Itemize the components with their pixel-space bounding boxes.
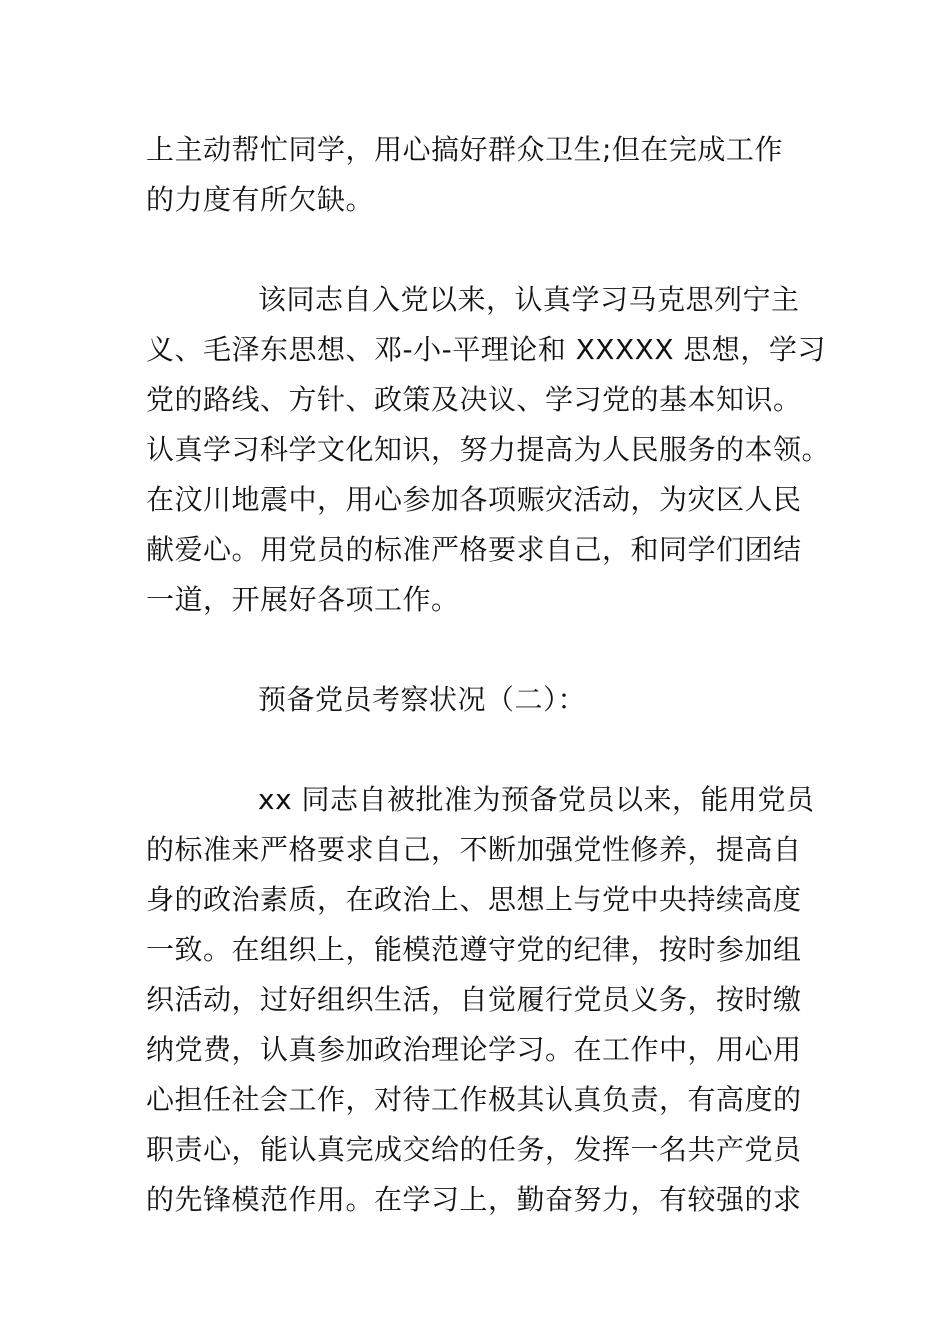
paragraph-line: 在汶川地震中，用心参加各项赈灾活动，为灾区人民 bbox=[146, 483, 802, 516]
paragraph-line: 义、毛泽东思想、邓-小-平理论和 XXXXX 思想，学习 bbox=[146, 333, 826, 366]
paragraph-line: 上主动帮忙同学，用心搞好群众卫生;但在完成工作 bbox=[146, 133, 783, 166]
paragraph-line: 的先锋模范作用。在学习上，勤奋努力，有较强的求 bbox=[146, 1183, 802, 1216]
paragraph-line: 献爱心。用党员的标准严格要求自己，和同学们团结 bbox=[146, 533, 802, 566]
paragraph-line: 认真学习科学文化知识，努力提高为人民服务的本领。 bbox=[146, 433, 831, 466]
paragraph-line: 该同志自入党以来，认真学习马克思列宁主 bbox=[258, 283, 800, 316]
paragraph-line: 职责心，能认真完成交给的任务，发挥一名共产党员 bbox=[146, 1133, 802, 1166]
paragraph-line: 党的路线、方针、政策及决议、学习党的基本知识。 bbox=[146, 383, 802, 416]
paragraph-line: 心担任社会工作，对待工作极其认真负责，有高度的 bbox=[146, 1083, 802, 1116]
paragraph-line: 一致。在组织上，能模范遵守党的纪律，按时参加组 bbox=[146, 933, 802, 966]
section-heading: 预备党员考察状况（二）： bbox=[258, 683, 587, 716]
paragraph-line: 一道，开展好各项工作。 bbox=[146, 583, 460, 616]
paragraph-line: 的标准来严格要求自己，不断加强党性修养，提高自 bbox=[146, 833, 802, 866]
paragraph-line: 织活动，过好组织生活，自觉履行党员义务，按时缴 bbox=[146, 983, 802, 1016]
paragraph-line: 身的政治素质，在政治上、思想上与党中央持续高度 bbox=[146, 883, 802, 916]
paragraph-line: xx 同志自被批准为预备党员以来，能用党员 bbox=[258, 783, 815, 816]
paragraph-line: 纳党费，认真参加政治理论学习。在工作中，用心用 bbox=[146, 1033, 802, 1066]
paragraph-line: 的力度有所欠缺。 bbox=[146, 183, 375, 216]
